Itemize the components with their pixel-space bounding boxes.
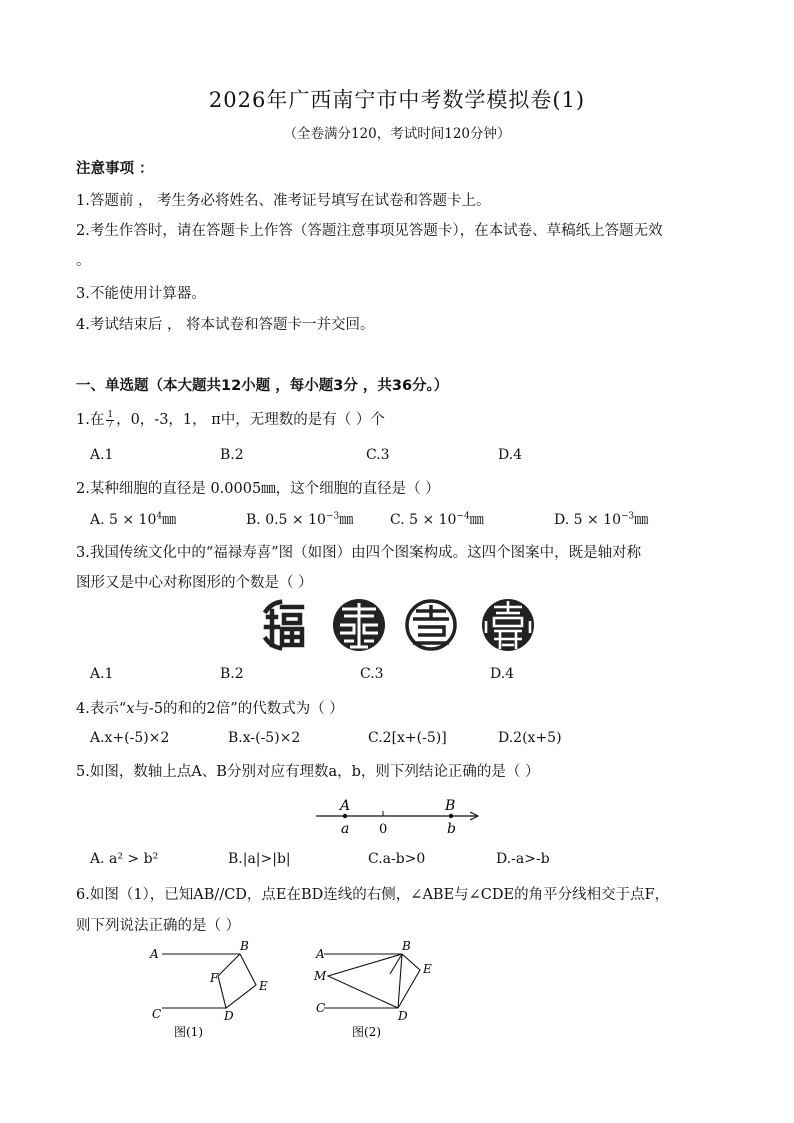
fig1-label-A: A xyxy=(150,947,159,961)
fig1-label-F: F xyxy=(210,971,219,985)
q2-b-base: B. 0.5 × 10 xyxy=(246,512,326,528)
fig2-label-M: M xyxy=(314,969,327,983)
section-heading-single-choice: 一、单选题（本大题共12小题 ，每小题3分 ，共36分。） xyxy=(76,378,449,394)
q3-option-d: D.4 xyxy=(490,666,515,682)
fig1-label-C: C xyxy=(152,1007,162,1021)
q1-frac-den: 7 xyxy=(107,419,114,430)
q5-option-c: C.a-b>0 xyxy=(368,851,426,867)
q2-b-unit: ㎜ xyxy=(339,512,354,528)
q3-option-a: A.1 xyxy=(90,666,114,682)
fig2-label-E: E xyxy=(423,962,432,976)
q4-option-c: C.2[x+(-5)] xyxy=(368,730,447,746)
q5-option-d: D.-a>-b xyxy=(496,851,550,867)
q2-d-base: D. 5 × 10 xyxy=(554,512,621,528)
q2-option-b xyxy=(246,509,353,529)
q2-option-d xyxy=(554,509,648,529)
q2-option-c xyxy=(390,509,484,529)
question-6-line-1: 6.如图（1），已知AB//CD，点E在BD连线的右侧，∠ABE与∠CDE的角平分线相交于点F， xyxy=(76,887,670,903)
fig2-label-B: B xyxy=(402,939,411,953)
q4-stem-a: 4.表示“ xyxy=(76,701,127,717)
page-subtitle: （全卷满分120，考试时间120分钟） xyxy=(283,126,511,142)
q5-number-line-figure xyxy=(310,793,485,839)
notice-heading: 注意事项 ： xyxy=(76,160,154,177)
fig2-label-D: D xyxy=(398,1009,408,1023)
label-b: b xyxy=(447,821,456,837)
q2-c-base: C. 5 × 10 xyxy=(390,512,457,528)
q2-a-unit: ㎜ xyxy=(162,512,177,528)
q3-option-c: C.3 xyxy=(360,666,384,682)
label-a: a xyxy=(341,821,350,837)
q4-option-b: B.x-(-5)×2 xyxy=(228,730,301,746)
fig2-label-A: A xyxy=(316,947,325,961)
q2-d-unit: ㎜ xyxy=(634,512,649,528)
q1-fraction xyxy=(106,411,114,430)
notice-item-1: 1.答题前 ， 考生务必将姓名、准考证号填写在试卷和答题卡上。 xyxy=(76,193,491,209)
question-1 xyxy=(76,408,385,430)
fig1-label-E: E xyxy=(259,979,268,993)
fig1-label-B: B xyxy=(240,939,249,953)
lu-emblem-icon xyxy=(333,599,385,651)
q1-prefix: 1.在 xyxy=(76,412,105,428)
label-zero: 0 xyxy=(379,822,388,837)
q3-emblems-figure xyxy=(258,597,548,653)
q5-option-a: A. a² > b² xyxy=(90,851,159,867)
notice-item-2: 2.考生作答时，请在答题卡上作答（答题注意事项见答题卡），在本试卷、草稿纸上答题无效 xyxy=(76,223,663,239)
q6-figure-1 xyxy=(146,938,276,1044)
notice-item-2-cont: 。 xyxy=(76,253,91,269)
q2-option-a xyxy=(90,509,176,529)
page-title: 2026年广西南宁市中考数学模拟卷(1) xyxy=(208,88,586,112)
q2-a-exp: 4 xyxy=(156,511,163,522)
q1-rest: ，0，-3，1， π中，无理数的是有（ ）个 xyxy=(116,412,385,428)
q2-a-base: A. 5 × 10 xyxy=(90,512,157,528)
q1-option-d: D.4 xyxy=(498,447,523,463)
question-5: 5.如图，数轴上点A、B分别对应有理数a，b，则下列结论正确的是（ ） xyxy=(76,764,540,780)
question-6-line-2: 则下列说法正确的是（ ） xyxy=(76,918,241,934)
question-3-line-2: 图形又是中心对称图形的个数是（ ） xyxy=(76,575,313,591)
fig2-label-C: C xyxy=(316,1001,326,1015)
fig1-label-D: D xyxy=(224,1009,234,1023)
q2-c-exp: −4 xyxy=(456,511,470,522)
q5-option-b: B.|a|>|b| xyxy=(228,851,291,867)
notice-item-3: 3.不能使用计算器。 xyxy=(76,286,206,302)
label-B: B xyxy=(445,798,456,814)
q2-c-unit: ㎜ xyxy=(469,512,484,528)
xi-emblem-icon xyxy=(482,599,534,651)
label-A: A xyxy=(340,798,351,814)
q1-option-a: A.1 xyxy=(90,447,114,463)
point-b-marker xyxy=(449,814,453,818)
question-3-line-1: 3.我国传统文化中的“福禄寿喜”图（如图）由四个图案构成。这四个图案中，既是轴对称 xyxy=(76,545,642,561)
fig2-caption: 图(2) xyxy=(352,1025,381,1039)
shou-emblem-icon xyxy=(407,601,455,649)
q6-figure-2 xyxy=(306,938,436,1044)
q4-stem-var: x xyxy=(126,701,135,717)
q2-d-exp: −3 xyxy=(620,511,635,522)
q2-b-exp: −3 xyxy=(325,511,340,522)
q3-option-b: B.2 xyxy=(220,666,244,682)
notice-item-4: 4.考试结束后 ， 将本试卷和答题卡一并交回。 xyxy=(76,317,375,333)
fig1-caption: 图(1) xyxy=(174,1025,203,1039)
point-a-marker xyxy=(343,814,347,818)
question-2: 2.某种细胞的直径是 0.0005㎜，这个细胞的直径是（ ） xyxy=(76,481,440,497)
fu-emblem-icon xyxy=(266,602,302,648)
q1-option-b: B.2 xyxy=(220,447,244,463)
q1-frac-num: 1 xyxy=(107,409,114,420)
q4-option-a: A.x+(-5)×2 xyxy=(90,730,170,746)
q1-option-c: C.3 xyxy=(366,447,390,463)
q4-stem-b: 与-5的和的2倍”的代数式为（ ） xyxy=(134,701,344,717)
q4-option-d: D.2(x+5) xyxy=(498,730,562,746)
question-4 xyxy=(76,697,344,718)
